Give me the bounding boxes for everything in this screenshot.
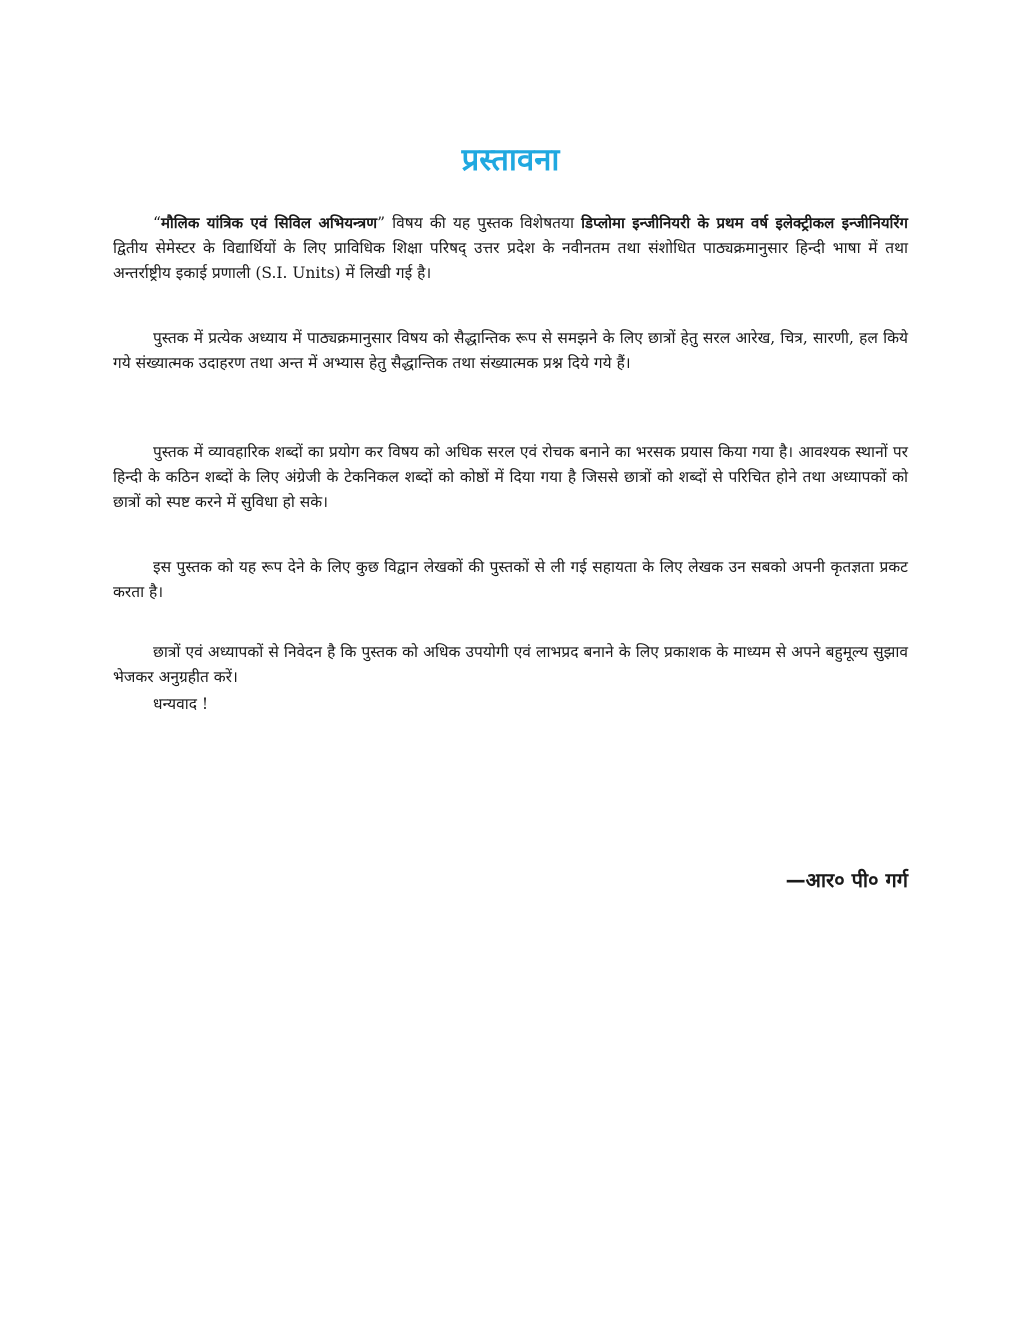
intro-text-a: विषय की यह पुस्तक विशेषतया — [385, 214, 582, 232]
thanks-line: धन्यवाद ! — [153, 695, 209, 713]
close-quote: ” — [377, 214, 385, 232]
course-name: डिप्लोमा इन्जीनियरी के प्रथम वर्ष इलेक्ट्रीकल इन्जीनियरिंग — [581, 214, 908, 232]
paragraph-intro — [113, 211, 908, 286]
intro-text-b: द्वितीय सेमेस्टर के विद्यार्थियों के लिए प्राविधिक शिक्षा परिषद् उत्तर प्रदेश के नवीनतम तथा संशोधित पाठ्यक्रमानुसार हिन्दी भाषा में तथा अन्तर्राष्ट्रीय इकाई प्रणाली (S.I. Units) में लिखी गई है। — [113, 239, 908, 282]
paragraph-language: पुस्तक में व्यावहारिक शब्दों का प्रयोग कर विषय को अधिक सरल एवं रोचक बनाने का भरसक प्रयास किया गया है। आवश्यक स्थानों पर हिन्दी के कठिन शब्दों के लिए अंग्रेजी के टेकनिकल शब्दों को कोष्ठों में दिया गया है जिससे छात्रों को शब्दों से परिचित होने तथा अध्यापकों को छात्रों को स्पष्ट करने में सुविधा हो सके। — [113, 443, 908, 511]
paragraph-request: छात्रों एवं अध्यापकों से निवेदन है कि पुस्तक को अधिक उपयोगी एवं लाभप्रद बनाने के लिए प्रकाशक के माध्यम से अपने बहुमूल्य सुझाव भेजकर अनुग्रहीत करें। — [113, 643, 908, 686]
author-signature: —आर० पी० गर्ग — [785, 868, 908, 892]
page-title: प्रस्तावना — [461, 142, 560, 178]
paragraph-content: पुस्तक में प्रत्येक अध्याय में पाठ्यक्रमानुसार विषय को सैद्धान्तिक रूप से समझने के लिए छात्रों हेतु सरल आरेख, चित्र, सारणी, हल किये गये संख्यात्मक उदाहरण तथा अन्त में अभ्यास हेतु सैद्धान्तिक तथा संख्यात्मक प्रश्न दिये गये हैं। — [113, 329, 908, 372]
paragraph-acknowledgement: इस पुस्तक को यह रूप देने के लिए कुछ विद्वान लेखकों की पुस्तकों से ली गई सहायता के लिए लेखक उन सबको अपनी कृतज्ञता प्रकट करता है। — [113, 558, 908, 601]
open-quote: “ — [153, 214, 161, 232]
subject-name: मौलिक यांत्रिक एवं सिविल अभियन्त्रण — [160, 214, 378, 232]
